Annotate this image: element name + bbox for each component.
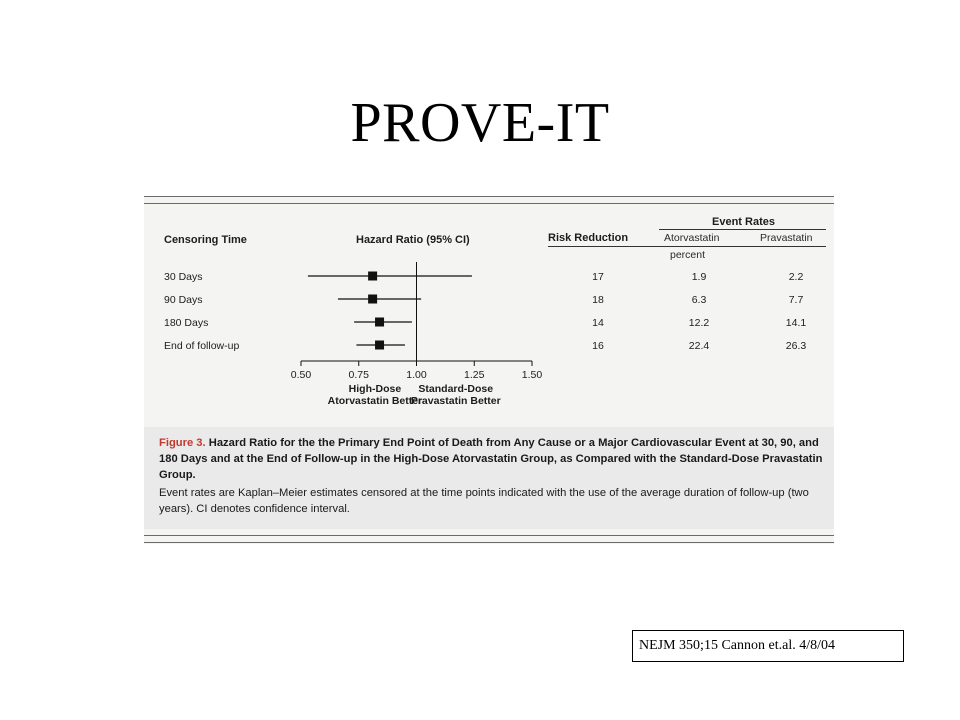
row-label: 90 Days [164,294,203,306]
favor-right-label: Standard-Dose [418,383,494,395]
risk-reduction-header: Risk Reduction [548,232,629,244]
frame-bottom-rule [144,542,834,543]
censoring-time-header: Censoring Time [164,234,247,246]
event-rates-header: Event Rates [712,216,775,228]
pravastatin-rate-cell: 2.2 [788,271,804,283]
hazard-ratio-header: Hazard Ratio (95% CI) [356,234,470,246]
x-tick-label: 0.50 [290,369,312,381]
favor-left-label: Atorvastatin Better [327,395,423,407]
hazard-ratio-marker [368,272,377,281]
atorvastatin-rate-cell: 12.2 [688,317,710,329]
hazard-ratio-marker [368,295,377,304]
forest-plot-figure [144,196,834,544]
x-tick-label: 1.25 [464,369,485,381]
citation-box: NEJM 350;15 Cannon et.al. 4/8/04 [632,630,904,662]
row-label: 180 Days [164,317,209,329]
risk-reduction-cell: 17 [592,271,604,283]
slide-title: PROVE-IT [350,92,610,154]
atorvastatin-header: Atorvastatin [664,232,720,244]
figure-caption-note: Event rates are Kaplan–Meier estimates censored at the time points indicated with the use of the average duration of follow-up (two years). CI denotes confidence interval. [159,487,809,515]
atorvastatin-rate-cell: 6.3 [691,294,707,306]
favor-right-label: Pravastatin Better [410,395,501,407]
pravastatin-header: Pravastatin [760,232,813,244]
row-label: End of follow-up [164,340,240,352]
row-label: 30 Days [164,271,203,283]
risk-reduction-cell: 18 [592,294,604,306]
figure-caption-panel [144,427,834,529]
percent-label: percent [670,249,706,261]
pravastatin-rate-cell: 14.1 [785,317,807,329]
pravastatin-rate-cell: 26.3 [785,340,807,352]
hazard-ratio-marker [375,318,384,327]
figure-label: Figure 3. [159,437,206,449]
x-tick-label: 1.50 [521,369,543,381]
pravastatin-rate-cell: 7.7 [788,294,804,306]
favor-left-label: High-Dose [348,383,402,395]
x-tick-label: 1.00 [406,369,427,381]
x-tick-label: 0.75 [348,369,369,381]
atorvastatin-rate-cell: 1.9 [691,271,707,283]
forest-plot [144,196,834,427]
risk-reduction-cell: 14 [592,317,604,329]
figure-caption-text: Hazard Ratio for the the Primary End Point of Death from Any Cause or a Major Cardiovascular Event at 30, 90, and 180 Days and at the End of Follow-up in the High-Dose Atorvastatin Group, as Compared with the Standard-Dose Pravastatin Group. [159,437,823,481]
hazard-ratio-marker [375,341,384,350]
frame-bottom-rule-inner [144,535,834,536]
atorvastatin-rate-cell: 22.4 [688,340,710,352]
figure-caption-title [159,435,824,483]
risk-reduction-cell: 16 [592,340,604,352]
